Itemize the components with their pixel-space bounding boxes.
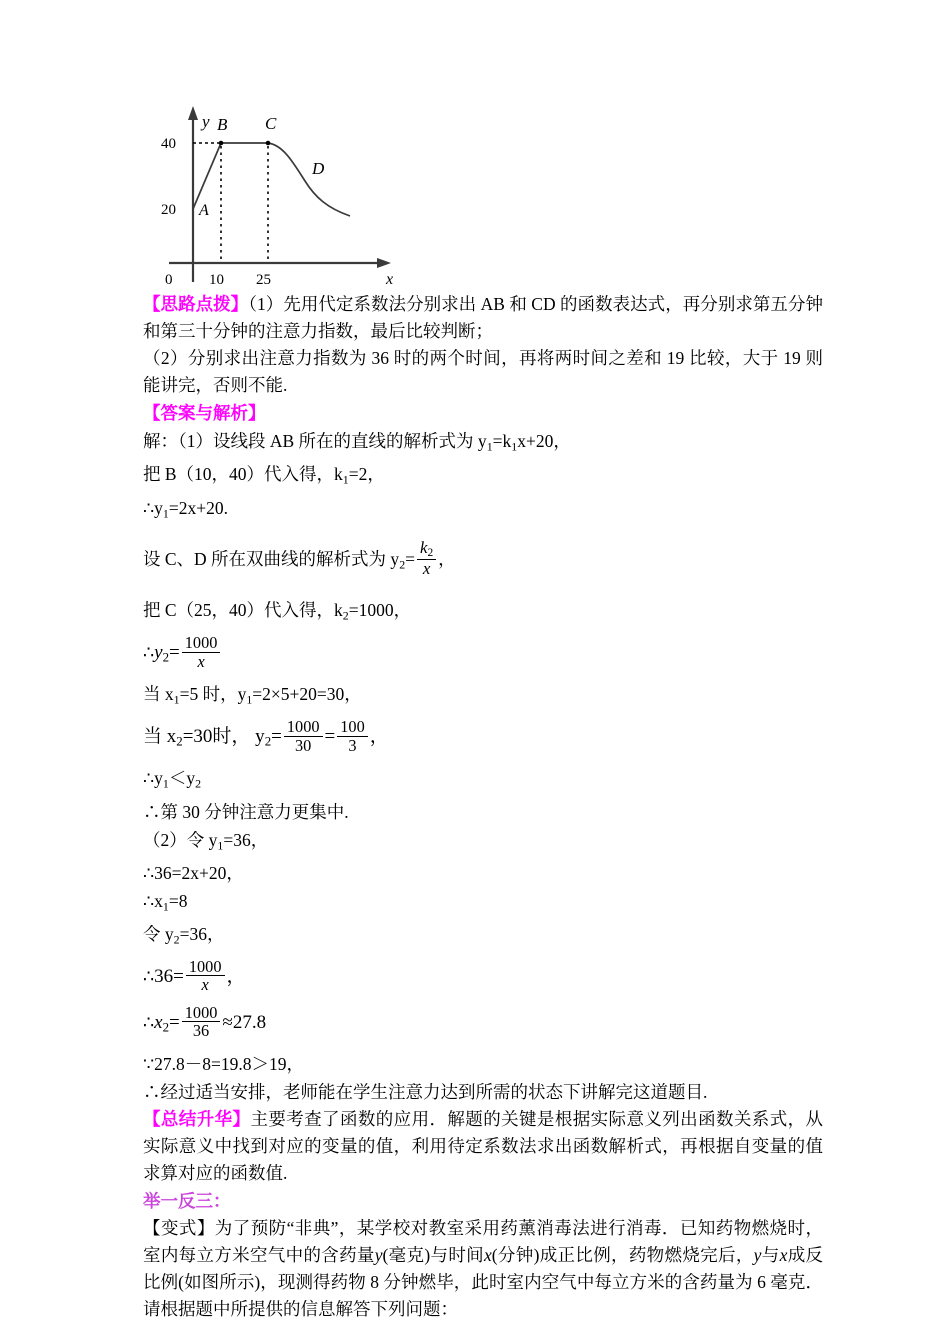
summary-text: 主要考查了函数的应用．解题的关键是根据实际意义列出函数关系式，从实际意义中找到对应的变量的值，利用待定系数法求出函数解析式，再根据自变量的值求算对应的函数值. xyxy=(143,1109,824,1184)
answer-line-7-tail: =2×5+20=30， xyxy=(252,684,362,705)
fraction-numerator: 100 xyxy=(337,718,368,736)
answer-line-8-equals: = xyxy=(271,725,282,747)
answer-section-tag-line xyxy=(143,399,823,427)
extension-section-tag: 举一反三： xyxy=(143,1191,231,1212)
answer-line-6-sub: 2 xyxy=(162,649,170,665)
answer-line-5-sub: 2 xyxy=(342,608,349,623)
fraction-numerator xyxy=(417,539,436,560)
fraction-k2-over-x xyxy=(417,539,436,578)
fraction-denominator: 30 xyxy=(295,735,312,755)
answer-line-1-tail: x+20， xyxy=(517,431,571,451)
fraction-1000-over-30 xyxy=(284,718,323,754)
fraction-numerator: 1000 xyxy=(182,1004,221,1022)
answer-line-7-sub2: 1 xyxy=(246,692,253,707)
answer-line-2-sub: 1 xyxy=(342,472,349,487)
answer-line-14-tail: =36， xyxy=(179,924,225,945)
answer-line-16-tail: ≈27.8 xyxy=(222,1011,267,1033)
answer-line-15-lhs: 36 xyxy=(154,965,174,987)
fraction-numerator: 1000 xyxy=(182,634,221,652)
answer-line-1-text: 解：（1）设线段 AB 所在的直线的解析式为 y xyxy=(143,431,487,451)
answer-line-1-sub1: 1 xyxy=(486,439,493,454)
answer-line-14 xyxy=(143,920,823,953)
fraction-denominator: x xyxy=(201,975,209,995)
summary-paragraph xyxy=(143,1106,823,1187)
answer-line-7-mid: =5 时，y xyxy=(179,684,247,705)
answer-line-3 xyxy=(143,494,823,527)
answer-line-6-var: y xyxy=(154,641,163,663)
graph-point-label-d: D xyxy=(312,159,325,178)
fraction-denominator: 36 xyxy=(192,1021,210,1041)
answer-line-4-tail: ， xyxy=(438,548,456,569)
extension-var-y-2: y xyxy=(753,1245,762,1266)
graph-y-tick-20: 20 xyxy=(161,202,176,218)
extension-var-x-1: x xyxy=(483,1245,492,1266)
therefore-symbol: ∴ xyxy=(143,966,155,987)
fraction-numerator: 1000 xyxy=(186,958,225,976)
graph-point-label-c: C xyxy=(265,114,277,133)
answer-line-1-mid: =k xyxy=(492,431,512,451)
extension-body-1: 为了预防“非典”，某学校对教室采用药薰消毒法进行消毒．已知药物燃烧时，室内每立方米空气中的含药量 xyxy=(143,1218,823,1266)
answer-line-13-text: ∴x xyxy=(143,890,163,911)
answer-section-tag: 【答案与解析】 xyxy=(143,403,266,423)
answer-line-11-text: （2）令 y xyxy=(143,829,218,850)
graph-x-tick-25: 25 xyxy=(256,272,271,288)
answer-line-8-mid: =30时， y xyxy=(182,725,265,747)
answer-line-8-text: 当 x xyxy=(143,725,177,747)
therefore-symbol: ∴ xyxy=(143,642,155,663)
answer-line-9-mid: ＜y xyxy=(168,768,196,789)
hint-paragraph-2 xyxy=(143,345,823,399)
graph-x-tick-10: 10 xyxy=(209,272,224,288)
answer-line-8-tail: ， xyxy=(369,725,389,747)
extension-body-5: 成反比例(如图所示)，现测得药物 8 分钟燃毕，此时室内空气中每立方米的含药量为 6 毫克．请根据题中所提供的信息解答下列问题： xyxy=(143,1245,824,1320)
graph-origin-label: 0 xyxy=(165,272,173,288)
fraction-denominator: 3 xyxy=(348,735,357,755)
spacer xyxy=(143,586,823,596)
hint-section-tag: 【思路点拨】 xyxy=(143,294,249,314)
answer-line-5-text: 把 C（25，40）代入得，k xyxy=(143,600,343,621)
answer-line-7-sub1: 1 xyxy=(173,692,180,707)
extension-section-tag-line xyxy=(143,1187,823,1215)
answer-line-5 xyxy=(143,596,823,629)
answer-line-18: ∴经过适当安排，老师能在学生注意力达到所需的状态下讲解完这道题目. xyxy=(143,1082,708,1103)
fraction-num-sub: 2 xyxy=(427,547,434,560)
answer-line-8 xyxy=(143,714,823,765)
answer-line-15-tail: ， xyxy=(226,965,246,987)
fraction-1000-over-x xyxy=(182,634,221,670)
extension-var-x-2: x xyxy=(779,1245,788,1266)
extension-paragraph xyxy=(143,1215,823,1323)
answer-line-4-text: 设 C、D 所在双曲线的解析式为 y xyxy=(143,548,400,569)
document-content xyxy=(143,96,823,1323)
answer-line-9-sub1: 1 xyxy=(162,776,169,791)
answer-line-9 xyxy=(143,764,823,797)
fraction-denominator: x xyxy=(197,651,205,671)
graph-svg xyxy=(155,96,405,291)
answer-line-16-equals: = xyxy=(169,1011,180,1033)
answer-line-11-tail: =36， xyxy=(223,829,269,850)
answer-line-13 xyxy=(143,887,823,920)
summary-section-tag: 【总结升华】 xyxy=(143,1109,251,1130)
answer-line-2-tail: =2， xyxy=(348,464,385,485)
answer-line-7-text: 当 x xyxy=(143,684,174,705)
extension-var-y-1: y xyxy=(374,1245,383,1266)
answer-line-9-text: ∴y xyxy=(143,768,163,789)
extension-body-2: (毫克)与时间 xyxy=(382,1245,484,1266)
answer-line-12: ∴36=2x+20， xyxy=(143,862,244,883)
answer-line-8-equals-2: = xyxy=(324,725,336,747)
answer-line-4-equals: = xyxy=(405,548,416,569)
graph-axis-label-x: x xyxy=(386,271,394,288)
answer-line-14-text: 令 y xyxy=(143,924,174,945)
answer-line-7 xyxy=(143,680,823,713)
answer-line-8-sub1: 2 xyxy=(176,733,183,749)
fraction-num-var: k xyxy=(420,537,428,557)
answer-line-2-text: 把 B（10，40）代入得，k xyxy=(143,464,343,485)
extension-body-4: 与 xyxy=(761,1245,780,1266)
answer-line-3-text: ∴y xyxy=(143,497,163,518)
answer-line-4 xyxy=(143,537,823,586)
therefore-symbol: ∴ xyxy=(143,1012,155,1033)
attention-index-graph xyxy=(155,96,405,291)
answer-line-14-sub: 2 xyxy=(173,932,180,947)
spacer xyxy=(143,527,823,537)
answer-line-3-tail: =2x+20. xyxy=(168,497,228,518)
answer-line-17: ∵27.8－8=19.8＞19， xyxy=(143,1054,305,1075)
answer-line-16 xyxy=(143,1000,823,1051)
answer-line-16-sub: 2 xyxy=(162,1019,170,1035)
answer-line-11-sub: 1 xyxy=(217,837,224,852)
extension-variant-label: 【变式】 xyxy=(143,1218,215,1239)
answer-line-6 xyxy=(143,630,823,681)
graph-y-tick-40: 40 xyxy=(161,136,176,152)
answer-line-9-sub2: 2 xyxy=(195,776,202,791)
answer-line-4-sub: 2 xyxy=(399,557,406,572)
fraction-numerator: 1000 xyxy=(284,718,323,736)
answer-line-5-tail: =1000， xyxy=(348,600,412,621)
graph-point-label-a: A xyxy=(199,202,209,219)
hint-text-2: （2）分别求出注意力指数为 36 时的两个时间，再将两时间之差和 19 比较，大于 19 则能讲完，否则不能. xyxy=(143,348,823,395)
answer-line-13-sub: 1 xyxy=(162,899,169,914)
answer-line-2 xyxy=(143,460,823,493)
answer-line-10: ∴第 30 分钟注意力更集中. xyxy=(143,801,349,822)
answer-line-1 xyxy=(143,427,823,460)
fraction-1000-over-x xyxy=(186,958,225,994)
hint-paragraph-1 xyxy=(143,291,823,345)
graph-point-label-b: B xyxy=(217,115,228,134)
hint-text-1: （1）先用代定系数法分别求出 AB 和 CD 的函数表达式，再分别求第五分钟和第三十分钟的注意力指数，最后比较判断； xyxy=(143,294,824,341)
answer-line-15 xyxy=(143,954,823,1000)
extension-body-3: (分钟)成正比例，药物燃烧完后， xyxy=(491,1245,754,1266)
answer-line-8-sub2: 2 xyxy=(264,733,272,749)
answer-line-16-var: x xyxy=(154,1011,163,1033)
answer-line-15-equals: = xyxy=(173,965,184,987)
fraction-denominator: x xyxy=(422,559,431,579)
answer-line-1-sub2: 1 xyxy=(511,439,518,454)
answer-line-13-tail: =8 xyxy=(168,890,188,911)
fraction-1000-over-36 xyxy=(182,1004,221,1040)
answer-line-6-equals: = xyxy=(169,641,180,663)
fraction-100-over-3 xyxy=(337,718,368,754)
answer-line-11 xyxy=(143,826,823,859)
graph-axis-label-y: y xyxy=(202,112,210,131)
answer-line-3-sub: 1 xyxy=(162,505,169,520)
